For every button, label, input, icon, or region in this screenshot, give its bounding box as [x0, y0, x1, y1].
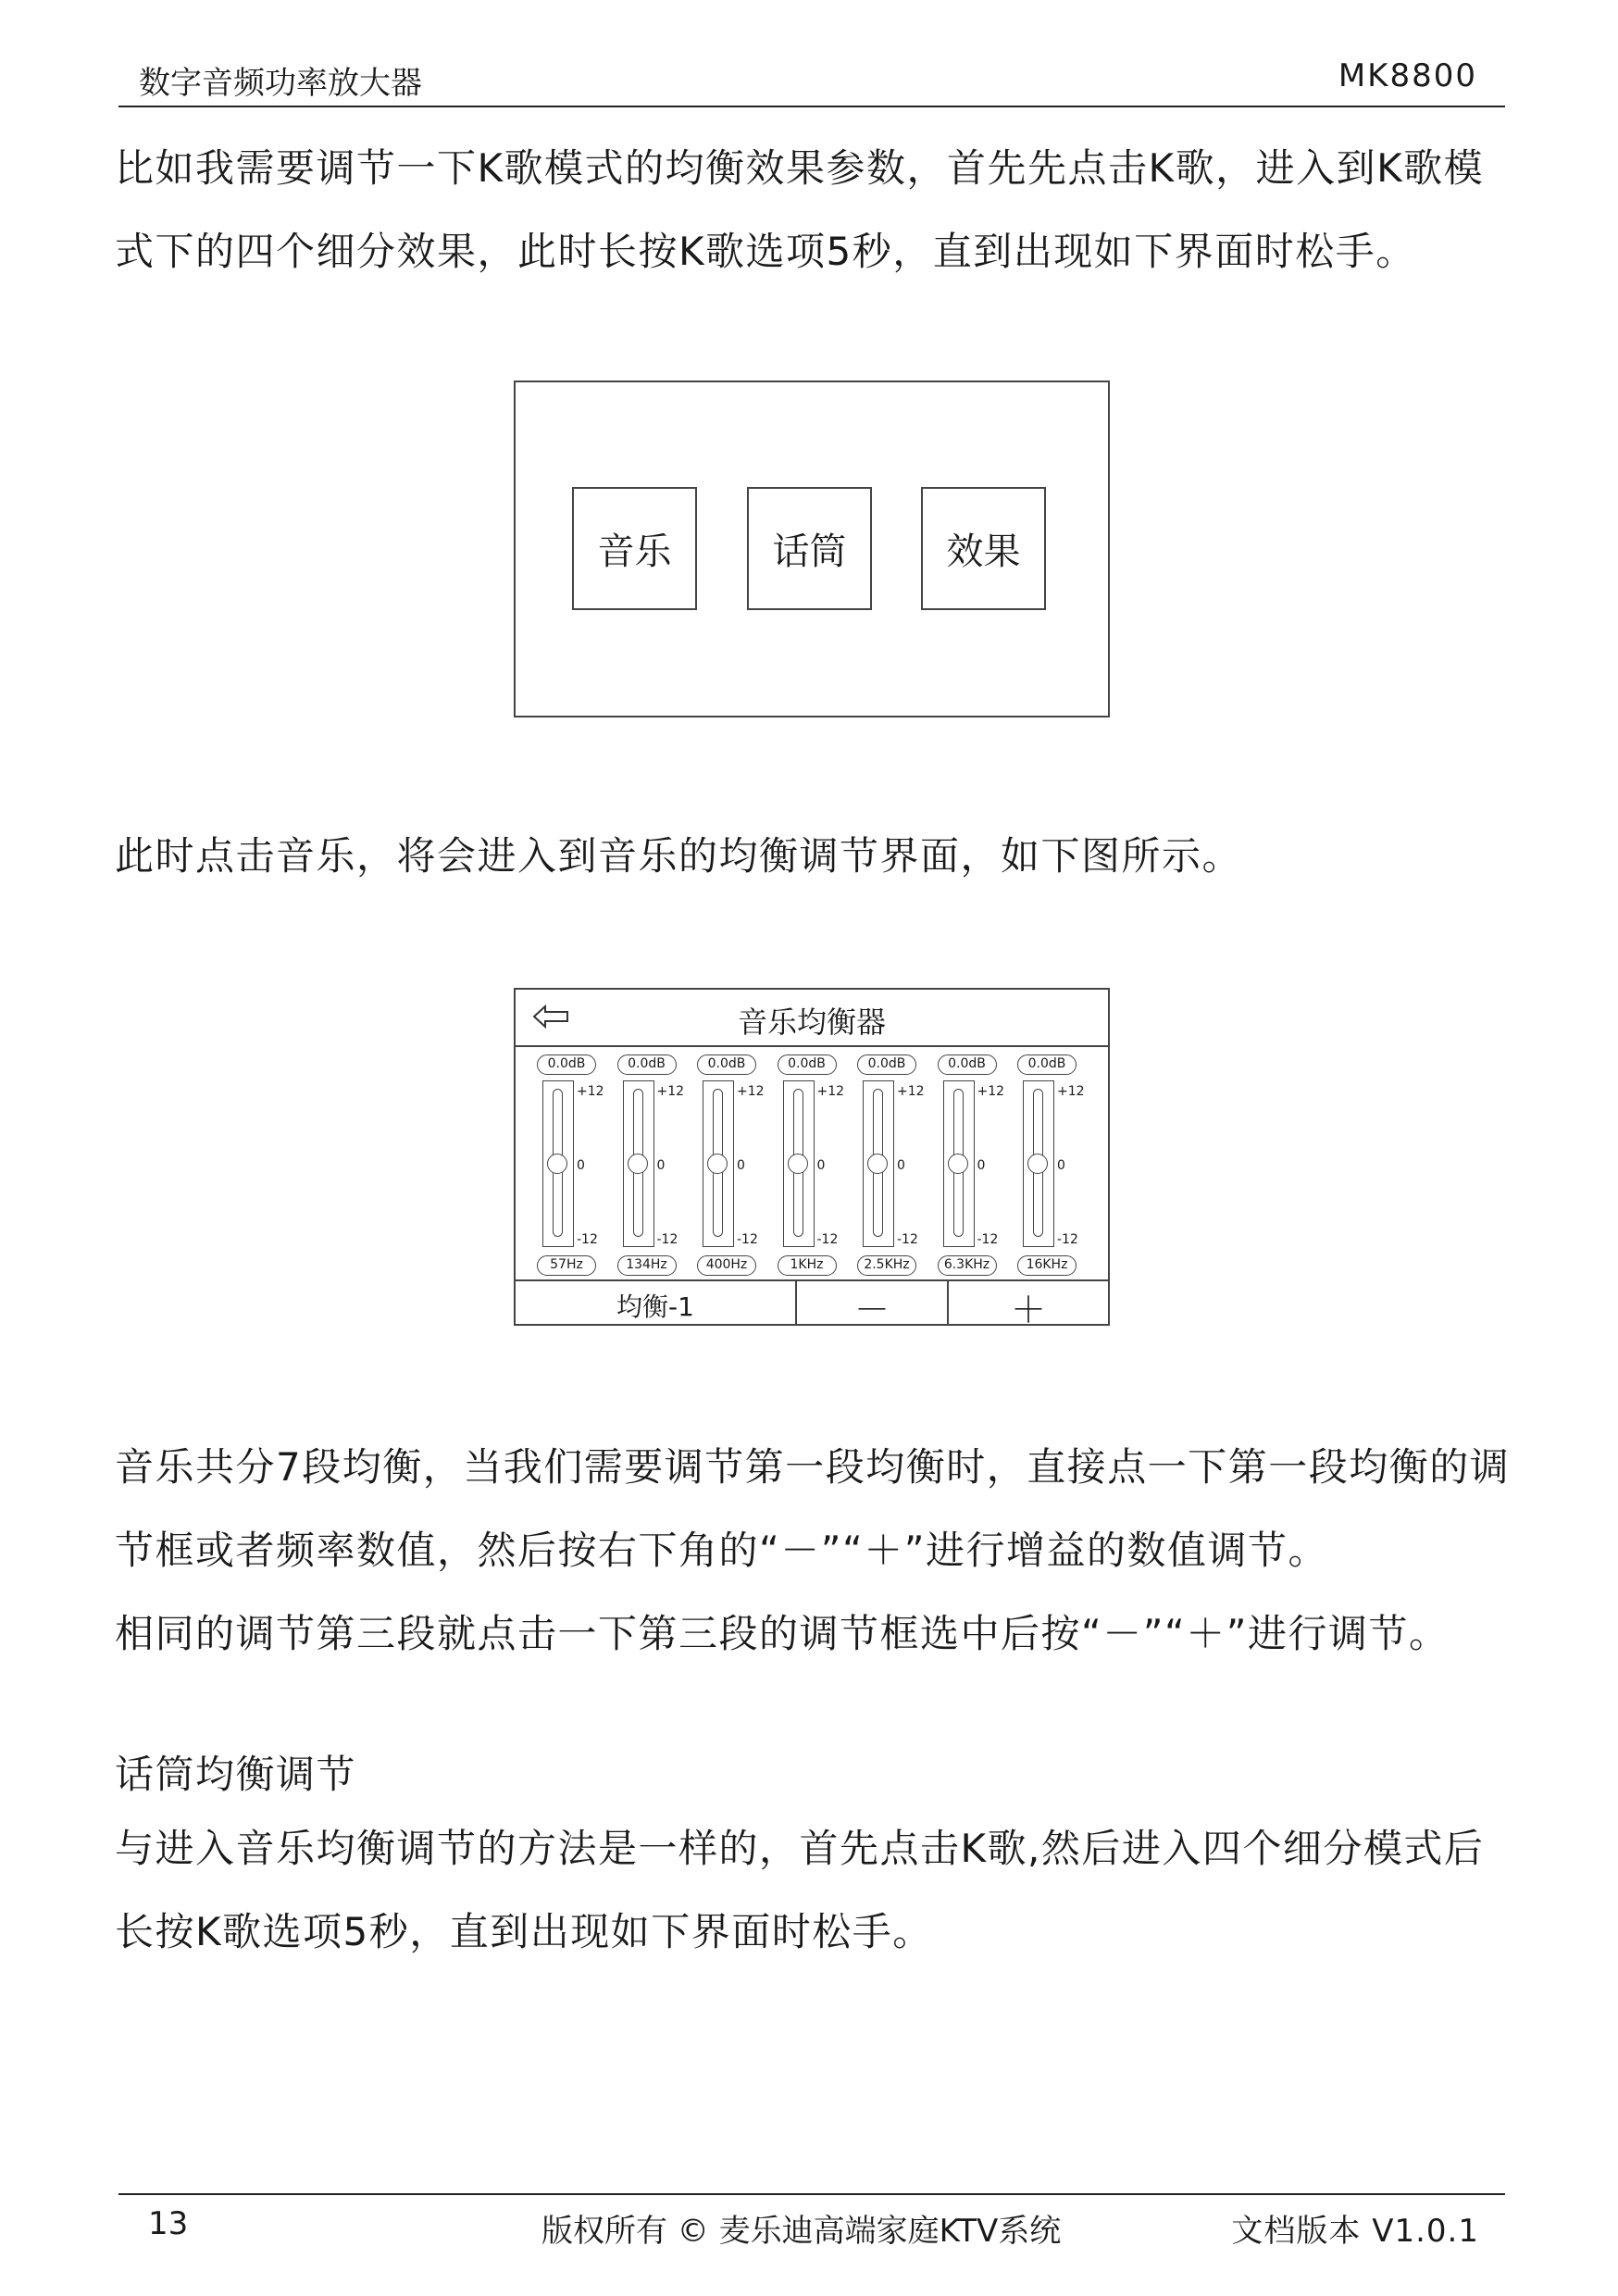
band-frequency[interactable]: 400Hz	[697, 1255, 756, 1276]
slider-knob[interactable]	[948, 1154, 968, 1174]
slider-knob[interactable]	[628, 1154, 648, 1174]
header-model: MK8800	[1338, 57, 1477, 94]
eq-title-bar	[516, 990, 1108, 1047]
scale-mid-label: 0	[577, 1158, 585, 1173]
band-frequency[interactable]: 134Hz	[617, 1255, 677, 1276]
scale-min-label: -12	[1057, 1232, 1078, 1247]
scale-max-label: +12	[1057, 1084, 1085, 1099]
paragraph-enter-eq: 此时点击音乐，将会进入到音乐的均衡调节界面，如下图所示。	[115, 833, 1243, 879]
scale-max-label: +12	[577, 1084, 604, 1099]
scale-max-label: +12	[977, 1084, 1005, 1099]
slider-knob[interactable]	[547, 1154, 567, 1174]
footer-version: 文档版本 V1.0.1	[1231, 2213, 1479, 2250]
band-slider[interactable]	[1023, 1080, 1054, 1247]
scale-mid-label: 0	[1057, 1158, 1065, 1173]
header-divider	[118, 106, 1505, 107]
eq-preset-label[interactable]: 均衡-1	[616, 1292, 694, 1322]
band-frequency[interactable]: 1KHz	[778, 1255, 837, 1276]
scale-mid-label: 0	[977, 1158, 986, 1173]
eq-control-bar	[516, 1279, 1108, 1330]
gain-plus-button[interactable]: ＋	[1010, 1290, 1046, 1330]
slider-knob[interactable]	[867, 1154, 888, 1174]
band-gain-value[interactable]: 0.0dB	[778, 1054, 837, 1075]
eq-band[interactable]	[853, 1045, 932, 1279]
paragraph-mic-eq: 与进入音乐均衡调节的方法是一样的，首先点击K歌,然后进入四个细分模式后长按K歌选项5秒，直到出现如下界面时松手。	[115, 1826, 1485, 1954]
music-button[interactable]: 音乐	[572, 487, 697, 610]
page-number: 13	[148, 2205, 189, 2242]
band-frequency[interactable]: 16KHz	[1017, 1255, 1077, 1276]
band-slider[interactable]	[783, 1080, 815, 1247]
eq-title: 音乐均衡器	[737, 1004, 886, 1040]
scale-mid-label: 0	[816, 1158, 826, 1173]
slider-knob[interactable]	[707, 1154, 728, 1174]
paragraph-eq-instructions: 音乐共分7段均衡，当我们需要调节第一段均衡时，直接点一下第一段均衡的调节框或者频率数值，然后按右下角的“－”“＋”进行增益的数值调节。 相同的调节第三段就点击一下第三段的调节框选中后按“－”“＋”进行调节。	[115, 1444, 1511, 1656]
slider-knob[interactable]	[788, 1154, 808, 1174]
scale-mid-label: 0	[897, 1158, 905, 1173]
eq-band[interactable]	[1013, 1045, 1092, 1279]
footer-divider	[118, 2193, 1505, 2195]
effect-button[interactable]: 效果	[921, 487, 1046, 610]
band-gain-value[interactable]: 0.0dB	[857, 1054, 916, 1075]
scale-min-label: -12	[816, 1232, 839, 1247]
footer-copyright: 版权所有 © 麦乐迪高端家庭KTV系统	[541, 2213, 1062, 2250]
scale-min-label: -12	[656, 1232, 678, 1247]
header-title: 数字音频功率放大器	[139, 65, 422, 102]
band-slider[interactable]	[943, 1080, 975, 1247]
mode-select-screen	[514, 381, 1110, 718]
band-slider[interactable]	[623, 1080, 654, 1247]
band-slider[interactable]	[703, 1080, 734, 1247]
band-frequency[interactable]: 2.5KHz	[857, 1255, 916, 1276]
scale-max-label: +12	[897, 1084, 925, 1099]
band-frequency[interactable]: 57Hz	[537, 1255, 596, 1276]
eq-band[interactable]	[532, 1045, 612, 1279]
slider-knob[interactable]	[1027, 1154, 1048, 1174]
gain-minus-button[interactable]: －	[853, 1290, 890, 1330]
eq-band[interactable]	[613, 1045, 692, 1279]
paragraph-intro: 比如我需要调节一下K歌模式的均衡效果参数，首先先点击K歌，进入到K歌模式下的四个细分效果，此时长按K歌选项5秒，直到出现如下界面时松手。	[115, 145, 1485, 274]
scale-min-label: -12	[897, 1232, 918, 1247]
scale-max-label: +12	[737, 1084, 765, 1099]
microphone-button[interactable]: 话筒	[747, 487, 872, 610]
section-heading-mic-eq: 话筒均衡调节	[115, 1752, 357, 1797]
band-gain-value[interactable]: 0.0dB	[697, 1054, 756, 1075]
band-frequency[interactable]: 6.3KHz	[938, 1255, 997, 1276]
band-gain-value[interactable]: 0.0dB	[537, 1054, 596, 1075]
eq-band[interactable]	[692, 1045, 772, 1279]
eq-band[interactable]	[933, 1045, 1013, 1279]
band-gain-value[interactable]: 0.0dB	[1017, 1054, 1077, 1075]
scale-max-label: +12	[656, 1084, 685, 1099]
scale-mid-label: 0	[656, 1158, 666, 1173]
band-gain-value[interactable]: 0.0dB	[938, 1054, 997, 1075]
band-slider[interactable]	[863, 1080, 894, 1247]
band-slider[interactable]	[542, 1080, 574, 1247]
band-gain-value[interactable]: 0.0dB	[617, 1054, 677, 1075]
scale-mid-label: 0	[737, 1158, 745, 1173]
scale-max-label: +12	[816, 1084, 845, 1099]
scale-min-label: -12	[977, 1232, 999, 1247]
music-equalizer-screen	[514, 988, 1110, 1330]
eq-band[interactable]	[773, 1045, 853, 1279]
scale-min-label: -12	[737, 1232, 758, 1247]
scale-min-label: -12	[577, 1232, 598, 1247]
